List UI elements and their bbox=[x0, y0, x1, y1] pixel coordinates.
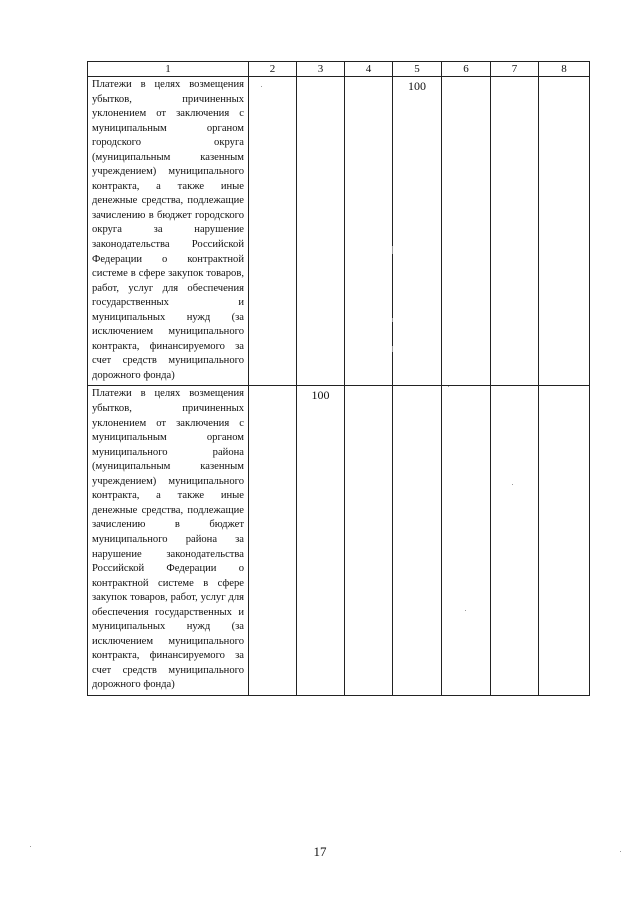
row-value bbox=[393, 386, 442, 695]
column-header: 5 bbox=[393, 62, 442, 77]
row-value bbox=[442, 386, 491, 695]
row-value bbox=[491, 77, 539, 386]
row-value bbox=[539, 386, 590, 695]
row-value bbox=[539, 77, 590, 386]
row-value bbox=[249, 386, 297, 695]
table-row bbox=[88, 386, 590, 695]
budget-table bbox=[87, 61, 590, 696]
row-value bbox=[345, 386, 393, 695]
row-value bbox=[249, 77, 297, 386]
row-value bbox=[345, 77, 393, 386]
column-header: 4 bbox=[345, 62, 393, 77]
row-description: Платежи в целях возмещения убытков, причиненных уклонением от заключения с муниципальным органом муниципального района (муниципальным казенным учреждением) муниципального контракта, а также иные денежные средства, подлежащие зачислению в бюджет муниципального района за нарушение законодательства Российской Федерации о контрактной системе в сфере закупок товаров, работ, услуг для обеспечения государственных и муниципальных нужд (за исключением муниципального контракта, финансируемого за счет средств муниципального дорожного фонда) bbox=[88, 386, 249, 695]
scan-artifact bbox=[620, 851, 621, 852]
column-header: 2 bbox=[249, 62, 297, 77]
scan-artifact bbox=[465, 610, 466, 611]
row-value: 100 bbox=[297, 386, 345, 695]
column-header: 6 bbox=[442, 62, 491, 77]
row-value bbox=[297, 77, 345, 386]
row-description: Платежи в целях возмещения убытков, причиненных уклонением от заключения с муниципальным органом городского округа (муниципальным казенным учреждением) муниципального контракта, а также иные денежные средства, подлежащие зачислению в бюджет городского округа за нарушение законодательства Российской Федерации о контрактной системе в сфере закупок товаров, работ, услуг для обеспечения государственных и муниципальных нужд (за исключением муниципального контракта, финансируемого за счет средств муниципального дорожного фонда) bbox=[88, 77, 249, 386]
scan-artifact bbox=[512, 484, 513, 485]
table-header-row bbox=[88, 62, 590, 77]
row-value: 100 bbox=[393, 77, 442, 386]
scan-artifact bbox=[30, 846, 31, 847]
column-header: 1 bbox=[88, 62, 249, 77]
scan-artifact bbox=[448, 386, 449, 387]
column-header: 3 bbox=[297, 62, 345, 77]
row-value bbox=[491, 386, 539, 695]
scan-artifact bbox=[261, 86, 262, 87]
scan-artifact bbox=[392, 318, 393, 322]
scan-artifact bbox=[392, 246, 393, 254]
column-header: 7 bbox=[491, 62, 539, 77]
row-value bbox=[442, 77, 491, 386]
page-number: 17 bbox=[313, 844, 327, 859]
column-header: 8 bbox=[539, 62, 590, 77]
scan-artifact bbox=[392, 346, 393, 352]
table-row bbox=[88, 77, 590, 386]
